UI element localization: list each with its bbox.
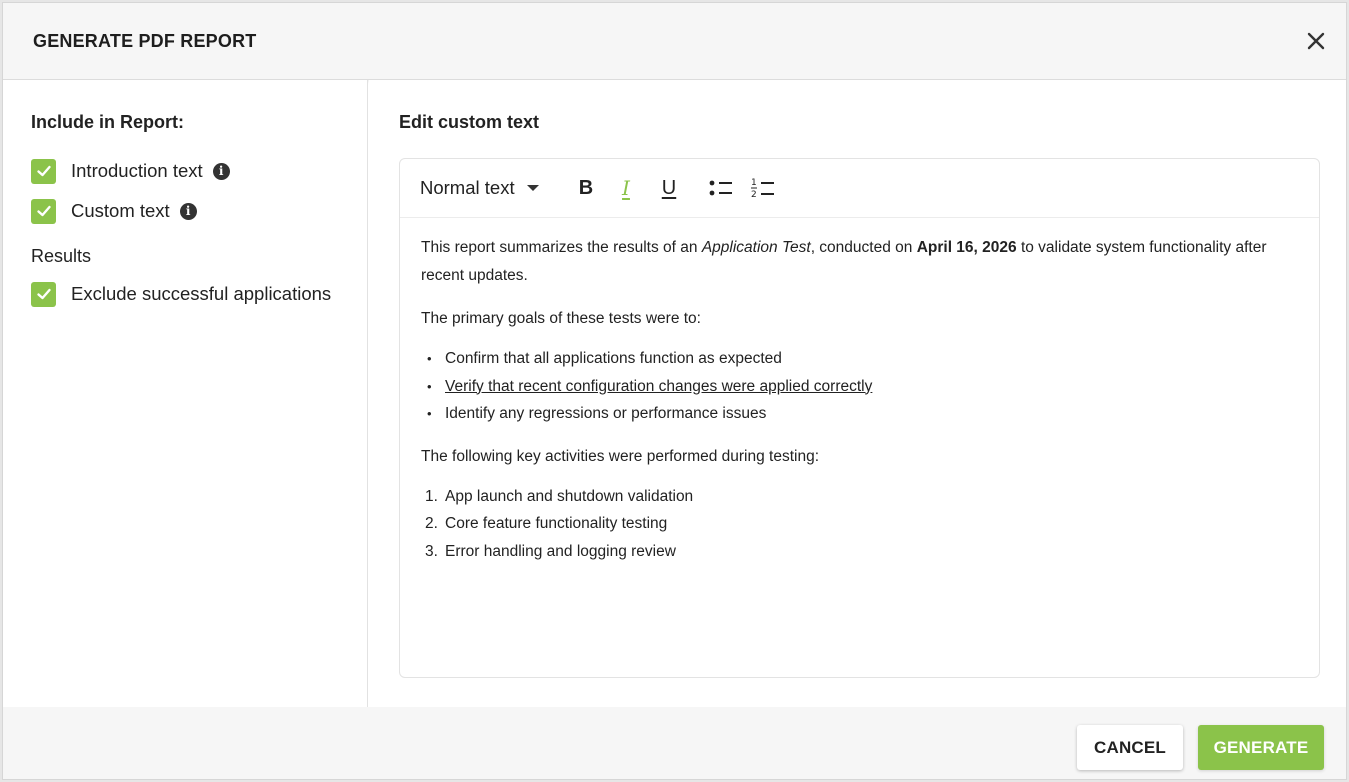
list-item: • Confirm that all applications function as expected — [421, 345, 1301, 373]
edit-custom-text-heading: Edit custom text — [399, 112, 540, 132]
custom-text-option[interactable] — [31, 198, 197, 224]
introduction-text-option[interactable] — [31, 158, 230, 184]
text-style-value: Normal text — [420, 177, 515, 198]
report-options-panel — [3, 80, 368, 707]
goals-bullet-list — [421, 345, 1301, 428]
editor-toolbar — [400, 159, 1319, 218]
rich-text-editor[interactable] — [399, 158, 1320, 678]
generate-button[interactable]: GENERATE — [1198, 725, 1324, 770]
info-icon[interactable]: i — [180, 203, 197, 220]
bold-date: April 16, 2026 — [916, 239, 1017, 256]
info-icon[interactable]: i — [213, 163, 230, 180]
underline-button[interactable]: U — [661, 176, 677, 199]
dialog-title: GENERATE PDF REPORT — [33, 31, 257, 51]
custom-text-panel — [369, 80, 1347, 707]
list-item: • Identify any regressions or performance issues — [421, 400, 1301, 428]
svg-text:1: 1 — [751, 178, 757, 188]
custom-text-label: Custom text — [71, 200, 170, 221]
activities-paragraph: The following key activities were performed during testing: — [421, 447, 820, 465]
dialog-footer — [3, 707, 1346, 780]
numbered-list-icon[interactable] — [748, 173, 778, 203]
bold-button[interactable]: B — [578, 176, 594, 199]
svg-text:2: 2 — [751, 190, 757, 200]
italic-button[interactable]: I — [622, 176, 630, 200]
custom-text-checkbox[interactable] — [31, 199, 56, 224]
chevron-down-icon — [527, 185, 539, 191]
activities-numbered-list — [421, 483, 1301, 566]
list-item: 3. Error handling and logging review — [425, 542, 676, 560]
goals-paragraph: The primary goals of these tests were to: — [421, 310, 701, 327]
cancel-button[interactable]: CANCEL — [1077, 725, 1183, 770]
intro-paragraph: This report summarizes the results of an Application Test, conducted on April 16, 2026 to validate system functionality after recent updates. — [421, 239, 1267, 284]
exclude-successful-label: Exclude successful applications — [71, 283, 332, 304]
text-style-dropdown[interactable] — [420, 177, 539, 199]
introduction-text-checkbox[interactable] — [31, 159, 56, 184]
bullet-list-icon[interactable] — [706, 173, 736, 203]
editor-content[interactable] — [421, 218, 1301, 565]
dialog-header — [3, 3, 1346, 80]
exclude-successful-option[interactable] — [31, 281, 331, 307]
introduction-text-label: Introduction text — [71, 160, 203, 181]
include-in-report-heading: Include in Report: — [31, 112, 184, 132]
close-icon[interactable] — [1302, 27, 1330, 55]
results-heading: Results — [31, 246, 92, 266]
generate-pdf-dialog — [2, 2, 1347, 780]
list-item: 1. App launch and shutdown validation — [425, 487, 694, 505]
italic-text: Application Test — [701, 239, 811, 256]
list-item: 2. Core feature functionality testing — [425, 515, 668, 532]
exclude-successful-checkbox[interactable] — [31, 282, 56, 307]
list-item: • Verify that recent configuration changes were applied correctly — [421, 373, 1301, 401]
